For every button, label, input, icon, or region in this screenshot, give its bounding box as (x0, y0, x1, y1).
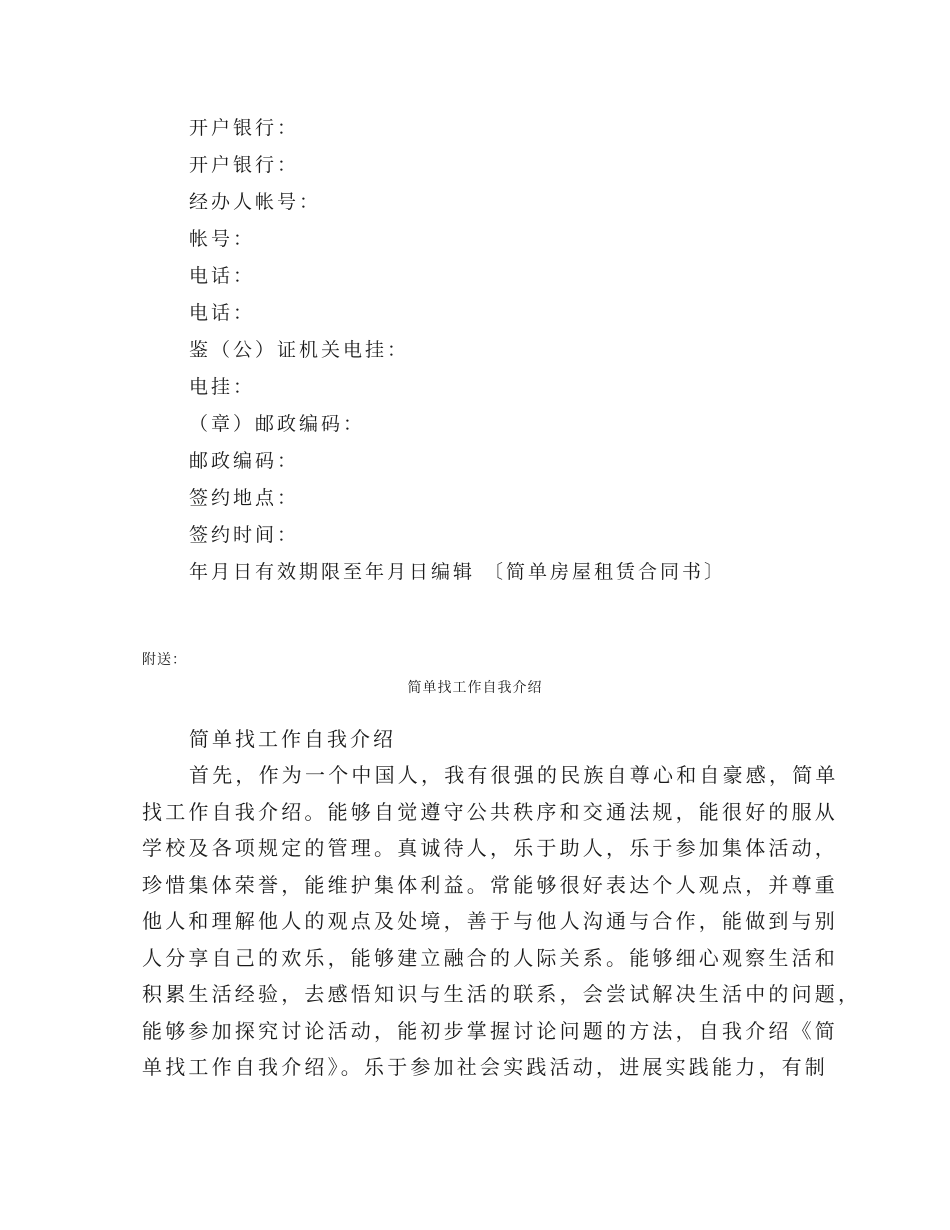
appendix-title: 简单找工作自我介绍 (407, 680, 543, 696)
field-line: 帐号： (189, 228, 256, 250)
appendix-label: 附送： (142, 652, 187, 668)
paragraph-line: 人分享自己的欢乐，能够建立融合的人际关系。能够细心观察生活和 (142, 945, 838, 970)
field-line: 邮政编码： (189, 450, 300, 472)
field-line: 鉴（公）证机关电挂： (189, 339, 410, 361)
field-line: 开户银行： (189, 117, 300, 139)
field-line: 签约时间： (189, 524, 300, 546)
article-body (142, 757, 861, 1086)
paragraph-line: 能够参加探究讨论活动，能初步掌握讨论问题的方法，自我介绍《简 (142, 1018, 838, 1043)
field-line: 签约地点： (189, 487, 300, 509)
article-heading: 简单找工作自我介绍 (189, 727, 396, 751)
field-line: （章）邮政编码： (189, 413, 366, 435)
paragraph-line: 珍惜集体荣誉，能维护集体利益。常能够很好表达个人观点，并尊重 (142, 872, 838, 897)
field-line: 电挂： (189, 376, 256, 398)
paragraph-line: 找工作自我介绍。能够自觉遵守公共秩序和交通法规，能很好的服从 (142, 799, 838, 824)
field-line: 开户银行： (189, 154, 300, 176)
paragraph-line: 首先，作为一个中国人，我有很强的民族自尊心和自豪感，简单 (189, 763, 839, 787)
field-line: 电话： (189, 302, 256, 324)
paragraph-line: 积累生活经验，去感悟知识与生活的联系，会尝试解决生活中的问题， (142, 982, 862, 1006)
field-line: 电话： (189, 265, 256, 287)
field-line: 经办人帐号： (189, 191, 322, 213)
paragraph-line: 单找工作自我介绍》。乐于参加社会实践活动，进展实践能力，有制 (142, 1055, 828, 1079)
contract-field-list (189, 110, 726, 591)
field-line: 年月日有效期限至年月日编辑 〔简单房屋租赁合同书〕 (189, 561, 727, 583)
paragraph-line: 学校及各项规定的管理。真诚待人，乐于助人，乐于参加集体活动， (142, 836, 838, 860)
paragraph-line: 他人和理解他人的观点及处境，善于与他人沟通与合作，能做到与别 (142, 909, 838, 933)
